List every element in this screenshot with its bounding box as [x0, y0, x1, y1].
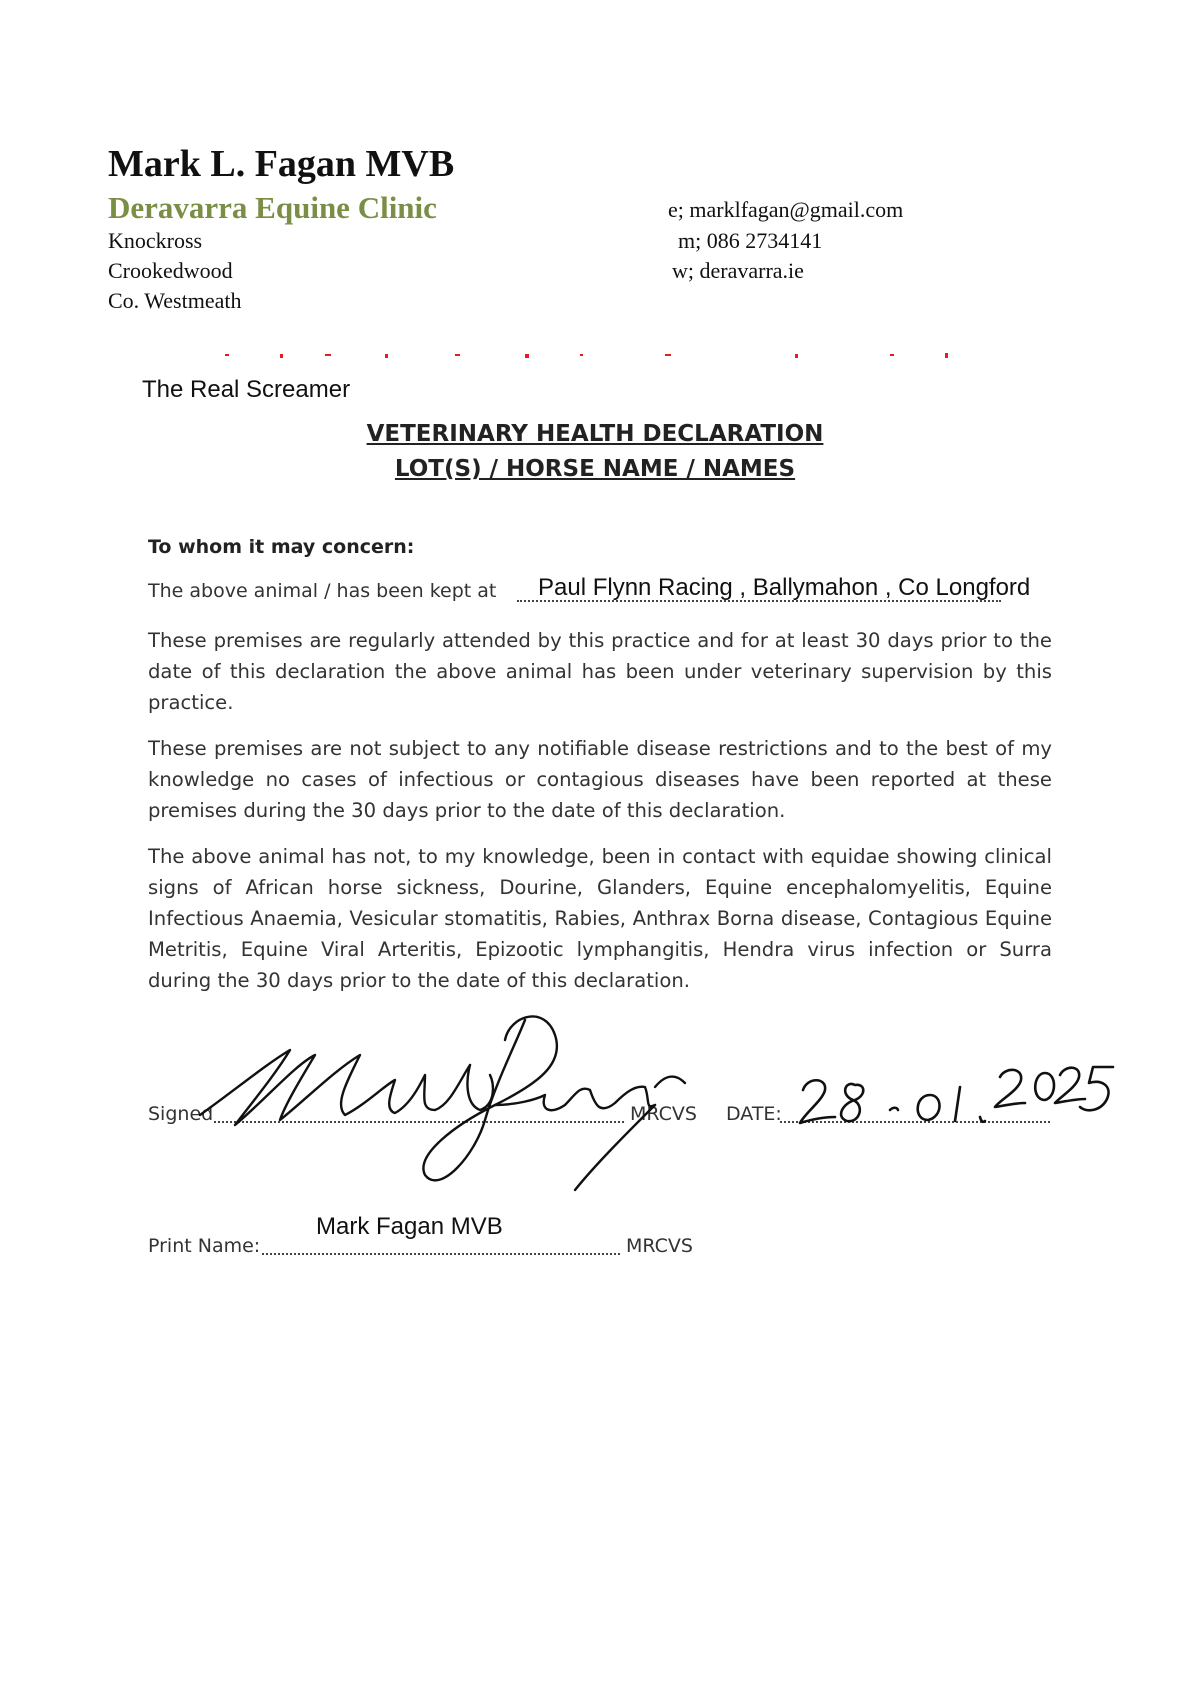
print-name-mrcvs: MRCVS [626, 1235, 693, 1257]
red-divider [225, 352, 950, 358]
kept-at-value: Paul Flynn Racing , Ballymahon , Co Longford [538, 574, 1031, 601]
address-line-3: Co. Westmeath [108, 288, 242, 313]
declaration-title: VETERINARY HEALTH DECLARATION [366, 421, 824, 447]
print-name-label: Print Name: [148, 1235, 261, 1257]
signature-mrcvs: MRCVS [630, 1103, 697, 1125]
horse-name: The Real Screamer [142, 376, 351, 403]
date-label: DATE: [726, 1103, 782, 1125]
contact-email: e; marklfagan@gmail.com [668, 197, 904, 222]
paragraph-supervision: These premises are regularly attended by this practice and for at least 30 days prior to the date of this declaration the above animal has been under veterinary supervision by this practice. [148, 629, 1052, 714]
contact-web: w; deravarra.ie [672, 258, 804, 283]
signed-label: Signed [148, 1103, 214, 1125]
handwritten-signature [195, 1005, 715, 1195]
paragraph-contact: The above animal has not, to my knowledge, been in contact with equidae showing clinical signs of African horse sickness, Dourine, Glanders, Equine encephalomyelitis, Equine Infectious Anaemia, Vesicular stomatitis, Rabies, Anthrax Borna disease, Contagious Equine Metritis, Equine Viral Arteritis, Epizootic lymphangitis, Hendra virus infection or Surra during the 30 days prior to the date of this declaration. [148, 845, 1052, 992]
greeting: To whom it may concern: [148, 536, 415, 558]
clinic-name: Deravarra Equine Clinic [108, 190, 437, 225]
print-name-value: Mark Fagan MVB [316, 1213, 503, 1240]
address-line-2: Crookedwood [108, 258, 233, 283]
kept-at-label: The above animal / has been kept at [148, 580, 497, 602]
print-name-dotted-line [262, 1253, 620, 1255]
contact-mobile: m; 086 2734141 [678, 228, 823, 253]
doctor-name: Mark L. Fagan MVB [108, 143, 455, 185]
declaration-subtitle: LOT(S) / HORSE NAME / NAMES [394, 456, 796, 482]
red-divider-marks [225, 353, 948, 358]
paragraph-restrictions: These premises are not subject to any notifiable disease restrictions and to the best of my knowledge no cases of infectious or contagious diseases have been reported at these premises during the 30 days prior to the date of this declaration. [148, 737, 1052, 822]
address-line-1: Knockross [108, 228, 203, 253]
handwritten-date [795, 1055, 1115, 1130]
